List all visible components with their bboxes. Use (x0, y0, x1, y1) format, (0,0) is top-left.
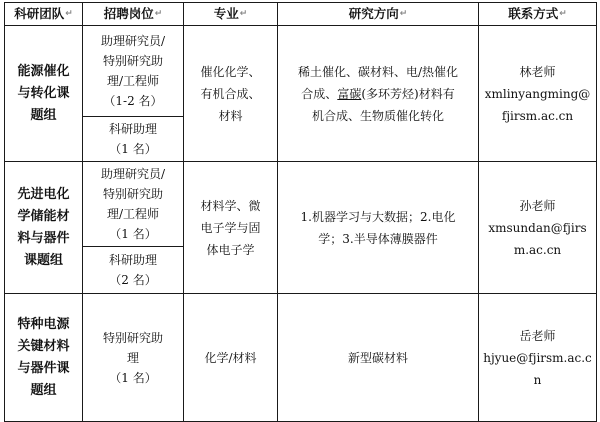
position-cell: 助理研究员/ 特别研究助 理/工程师 （1 名） (83, 162, 184, 247)
header-major: 专业↵ (184, 3, 278, 26)
major-cell: 材料学、微 电子学与固 体电子学 (184, 162, 278, 294)
table-row (5, 26, 597, 117)
direction-cell: 1.机器学习与大数据；2.电化 学；3.半导体薄膜器件 (278, 162, 479, 294)
direction-cell: 新型碳材料 (278, 294, 479, 422)
major-cell: 催化化学、 有机合成、 材料 (184, 26, 278, 162)
team-cell: 先进电化 学储能材 料与器件 课题组 (5, 162, 83, 294)
contact-cell: 岳老师 hjyue@fjirsm.ac.c n (479, 294, 597, 422)
table-row (5, 294, 597, 422)
major-cell: 化学/材料 (184, 294, 278, 422)
contact-cell: 林老师 xmlinyangming@ fjirsm.ac.cn (479, 26, 597, 162)
direction-cell: 稀土催化、碳材料、电/热催化 合成、富碳(多环芳烃)材料有 机合成、生物质催化转化 (278, 26, 479, 162)
recruitment-table-page (4, 2, 596, 416)
position-cell: 科研助理 （1 名） (83, 117, 184, 162)
position-cell: 科研助理 （2 名） (83, 247, 184, 294)
team-cell: 特种电源 关键材料 与器件课 题组 (5, 294, 83, 422)
header-direction: 研究方向↵ (278, 3, 479, 26)
position-cell: 特别研究助 理 （1 名） (83, 294, 184, 422)
header-team: 科研团队↵ (5, 3, 83, 26)
contact-cell: 孙老师 xmsundan@fjirs m.ac.cn (479, 162, 597, 294)
team-cell: 能源催化 与转化课 题组 (5, 26, 83, 162)
position-cell: 助理研究员/ 特别研究助 理/工程师 （1-2 名） (83, 26, 184, 117)
table-row (5, 162, 597, 247)
header-row (5, 3, 597, 26)
recruitment-table (4, 2, 597, 422)
header-position: 招聘岗位↵ (83, 3, 184, 26)
header-contact: 联系方式↵ (479, 3, 597, 26)
